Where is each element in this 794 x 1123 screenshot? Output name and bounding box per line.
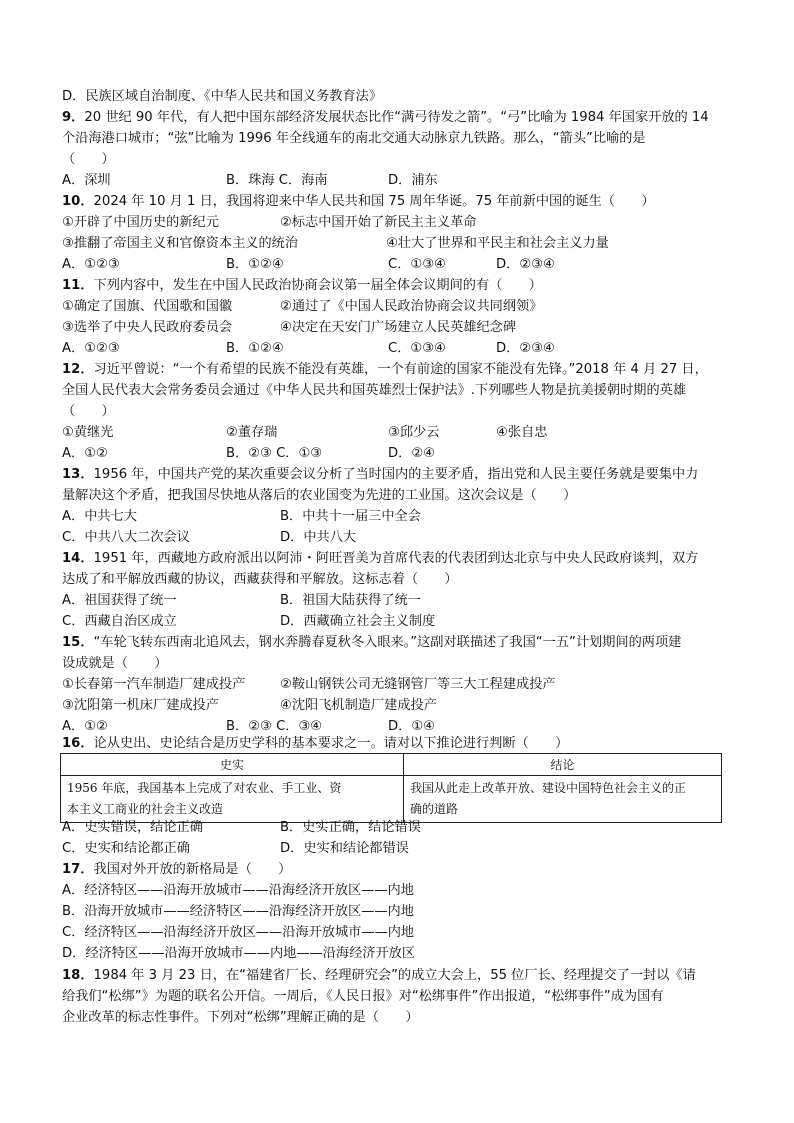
q9-option-a[interactable]: A．深圳: [62, 173, 111, 188]
q12-number: 12．: [62, 362, 94, 377]
q12-item-3: ③邱少云: [388, 425, 440, 440]
q16-cell-conclusion-line-2: 确的道路: [410, 802, 459, 816]
q14-option-b[interactable]: B．祖国大陆获得了统一: [280, 593, 421, 608]
q18-line-1: [62, 966, 696, 986]
q14-option-a[interactable]: A．祖国获得了统一: [62, 593, 177, 608]
q12-option-b-c[interactable]: B．②③ C．①③: [226, 446, 323, 461]
q11-option-b[interactable]: B．①②④: [226, 341, 284, 356]
q16-table: [60, 753, 722, 823]
q10-option-d[interactable]: D．②③④: [496, 257, 555, 272]
q15-option-d[interactable]: D．①④: [388, 719, 435, 734]
q13-text-1: 1956 年，中国共产党的某次重要会议分析了当时国内的主要矛盾，指出党和人民主要任务就是要集中力: [93, 467, 699, 482]
q9-text-1: 20 世纪 90 年代，有人把中国东部经济发展状态比作“满弓待发之箭”。“弓”比喻为 1984 年国家开放的 14: [84, 110, 709, 125]
q9-line-1: [62, 108, 709, 128]
q13-option-b[interactable]: B．中共十一届三中全会: [280, 509, 421, 524]
q12-option-a[interactable]: A．①②: [62, 446, 108, 461]
q15-item-3: ③沈阳第一机床厂建成投产: [62, 698, 219, 713]
q14-option-c[interactable]: C．西藏自治区成立: [62, 614, 177, 629]
q16-line-1: [62, 734, 568, 754]
q11-option-c[interactable]: C．①③④: [388, 341, 446, 356]
q16-cell-fact-line-2: 本主义工商业的社会主义改造: [67, 802, 224, 816]
q15-item-2: ②鞍山钢铁公司无缝钢管厂等三大工程建成投产: [280, 677, 556, 692]
q13-line-1: [62, 465, 698, 485]
q14-line-2: 达成了和平解放西藏的协议，西藏获得和平解放。这标志着（ ）: [62, 572, 458, 587]
q15-option-b-c[interactable]: B．②③ C．③④: [226, 719, 323, 734]
q17-line-1: [62, 860, 291, 880]
q15-number: 15．: [62, 635, 94, 650]
q15-line-1: [62, 633, 681, 653]
q16-cell-conclusion-line-1: 我国从此走上改革开放、建设中国特色社会主义的正: [410, 781, 687, 795]
q12-item-1: ①黄继光: [62, 425, 114, 440]
q11-option-d[interactable]: D．②③④: [496, 341, 555, 356]
q12-line-2: 全国人民代表大会常务委员会通过《中华人民共和国英雄烈士保护法》.下列哪些人物是抗美援朝时期的英雄: [62, 383, 687, 398]
q16-option-c[interactable]: C．史实和结论都正确: [62, 841, 190, 856]
q15-option-a[interactable]: A．①②: [62, 719, 108, 734]
q12-item-4: ④张自忠: [496, 425, 548, 440]
q16-number: 16．: [62, 736, 94, 751]
q16-option-b[interactable]: B．史实正确，结论错误: [280, 820, 421, 835]
q14-text-1: 1951 年，西藏地方政府派出以阿沛・阿旺晋美为首席代表的代表团到达北京与中央人民政府谈判，双方: [93, 551, 699, 566]
q18-number: 18．: [62, 968, 94, 983]
q11-item-4: ④决定在天安门广场建立人民英雄纪念碑: [280, 320, 517, 335]
q10-number: 10．: [62, 194, 94, 209]
q12-text-1: 习近平曾说：“一个有希望的民族不能没有英雄，一个有前途的国家不能没有先锋。”2018 年 4 月 27 日，: [93, 362, 708, 377]
q17-option-b[interactable]: B．沿海开放城市——经济特区——沿海经济开放区——内地: [62, 904, 414, 919]
q10-option-c[interactable]: C．①③④: [388, 257, 446, 272]
q13-option-d[interactable]: D．中共八大: [280, 530, 357, 545]
q9-option-d[interactable]: D．浦东: [388, 173, 438, 188]
q11-item-1: ①确定了国旗、代国歌和国徽: [62, 299, 233, 314]
q10-item-2: ②标志中国开始了新民主主义革命: [280, 215, 477, 230]
q14-number: 14．: [62, 551, 94, 566]
q11-line-1: [62, 276, 542, 296]
q17-text-1: 我国对外开放的新格局是（ ）: [93, 862, 292, 877]
q13-line-2: 量解决这个矛盾，把我国尽快地从落后的农业国变为先进的工业国。这次会议是（ ）: [62, 488, 577, 503]
q15-item-4: ④沈阳飞机制造厂建成投产: [280, 698, 437, 713]
q13-option-c[interactable]: C．中共八大二次会议: [62, 530, 190, 545]
q16-text-1: 论从史出、史论结合是历史学科的基本要求之一。请对以下推论进行判断（ ）: [93, 736, 569, 751]
q14-option-d[interactable]: D．西藏确立社会主义制度: [280, 614, 436, 629]
q9-number: 9．: [62, 110, 85, 125]
q16-cell-fact-line-1: 1956 年底，我国基本上完成了对农业、手工业、资: [67, 781, 342, 795]
q17-option-a[interactable]: A．经济特区——沿海开放城市——沿海经济开放区——内地: [62, 883, 414, 898]
q9-line-2: 个沿海港口城市；“弦”比喻为 1996 年全线通车的南北交通大动脉京九铁路。那么，“箭头”比喻的是: [62, 131, 646, 146]
q11-item-3: ③选举了中央人民政府委员会: [62, 320, 233, 335]
q10-item-1: ①开辟了中国历史的新纪元: [62, 215, 219, 230]
q18-line-2: 给我们“松绑”》为题的联名公开信。一周后，《人民日报》对“松绑事件”作出报道，“松绑事件”成为国有: [62, 989, 664, 1004]
q17-number: 17．: [62, 862, 94, 877]
q12-item-2: ②董存瑞: [226, 425, 278, 440]
q13-number: 13．: [62, 467, 94, 482]
q11-option-a[interactable]: A．①②③: [62, 341, 120, 356]
q10-text-1: 2024 年 10 月 1 日，我国将迎来中华人民共和国 75 周年华诞。75 年前新中国的诞生（ ）: [93, 194, 655, 209]
q12-line-3: （ ）: [62, 404, 115, 419]
q10-item-4: ④壮大了世界和平民主和社会主义力量: [386, 236, 609, 251]
q10-item-3: ③推翻了帝国主义和官僚资本主义的统治: [62, 236, 299, 251]
q17-option-c[interactable]: C．经济特区——沿海经济开放区——沿海开放城市——内地: [62, 925, 415, 940]
q16-table-header-row: [61, 754, 722, 776]
q16-cell-conclusion: [404, 776, 722, 823]
q11-text-1: 下列内容中，发生在中国人民政治协商会议第一届全体会议期间的有（ ）: [93, 278, 542, 293]
q9-option-b-c[interactable]: B．珠海 C．海南: [226, 173, 328, 188]
q15-item-1: ①长春第一汽车制造厂建成投产: [62, 677, 246, 692]
q15-line-2: 设成就是（ ）: [62, 656, 168, 671]
q8-option-d: D．民族区域自治制度、《中华人民共和国义务教育法》: [62, 89, 383, 104]
q16-cell-fact: [61, 776, 404, 823]
q15-text-1: “车轮飞转东西南北追风去，钢水奔腾春夏秋冬入眼来。”这副对联描述了我国“一五”计划期间的两项建: [93, 635, 682, 650]
q16-option-a[interactable]: A．史实错误，结论正确: [62, 820, 203, 835]
q16-header-conclusion: 结论: [404, 754, 722, 776]
q16-table-row: [61, 776, 722, 823]
q14-line-1: [62, 549, 698, 569]
q12-option-d[interactable]: D．②④: [388, 446, 435, 461]
q16-option-d[interactable]: D．史实和结论都错误: [280, 841, 409, 856]
q17-option-d[interactable]: D．经济特区——沿海开放城市——内地——沿海经济开放区: [62, 946, 416, 961]
q12-line-1: [62, 360, 708, 380]
q16-header-fact: 史实: [61, 754, 404, 776]
q13-option-a[interactable]: A．中共七大: [62, 509, 137, 524]
q11-number: 11．: [62, 278, 94, 293]
q10-line-1: [62, 192, 655, 212]
q18-text-1: 1984 年 3 月 23 日，在“福建省厂长、经理研究会”的成立大会上，55 位厂长、经理提交了一封以《请: [93, 968, 696, 983]
q9-line-3: （ ）: [62, 152, 115, 167]
q18-line-3: 企业改革的标志性事件。下列对“松绑”理解正确的是（ ）: [62, 1010, 419, 1025]
q10-option-a[interactable]: A．①②③: [62, 257, 120, 272]
q11-item-2: ②通过了《中国人民政治协商会议共同纲领》: [280, 299, 543, 314]
q10-option-b[interactable]: B．①②④: [226, 257, 284, 272]
